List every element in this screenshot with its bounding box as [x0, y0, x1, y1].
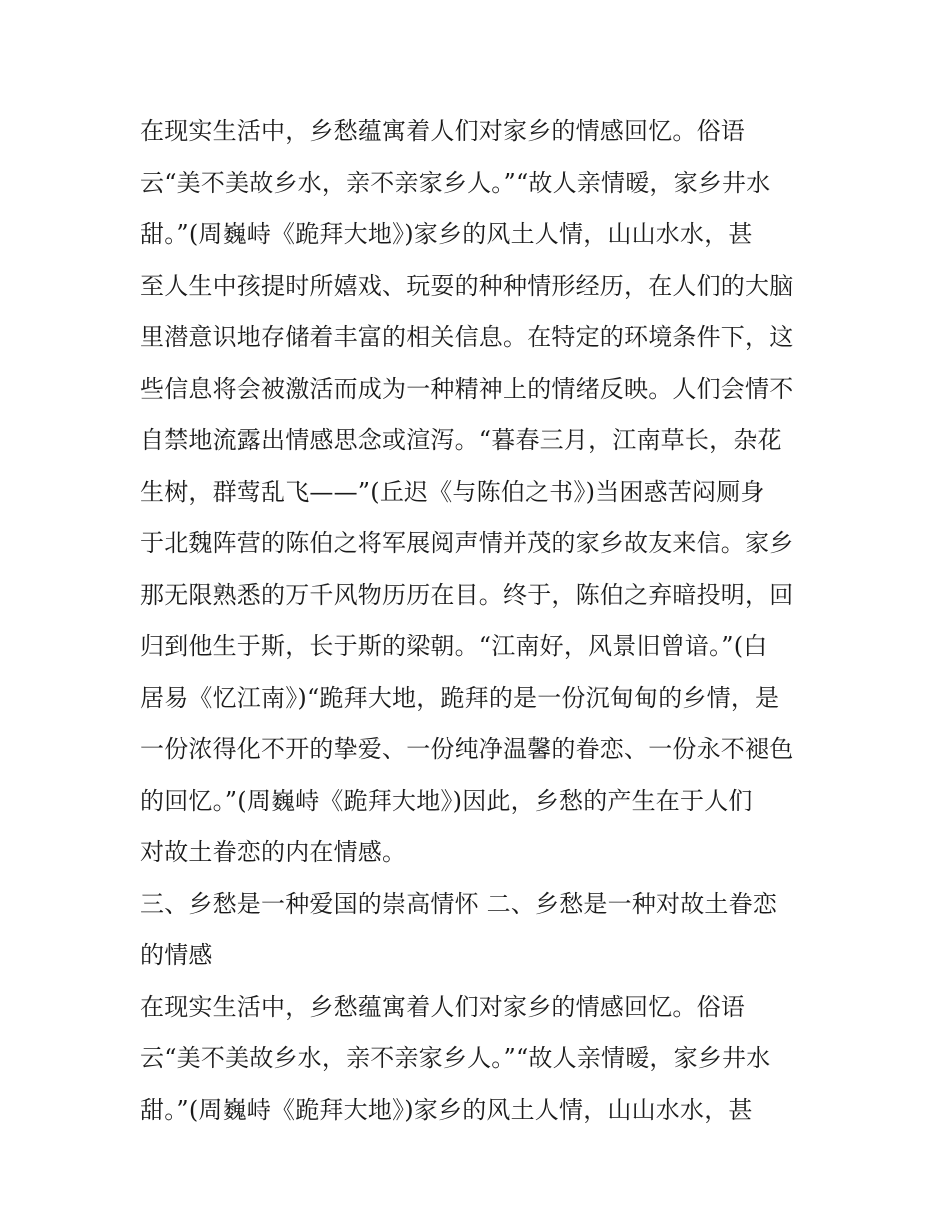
text-line: 在现实生活中，乡愁蕴寓着人们对家乡的情感回忆。俗语 [140, 992, 745, 1021]
section-heading-line: 的情感 [140, 941, 213, 969]
text-line: 居易《忆江南》)“跪拜大地，跪拜的是一份沉甸甸的乡情，是 [140, 683, 780, 712]
text-line: 生树，群莺乱飞——”(丘迟《与陈伯之书》)当困惑苦闷厕身 [140, 477, 765, 506]
document-body [140, 106, 820, 1136]
text-line: 云“美不美故乡水，亲不亲家乡人。”“故人亲情暧，家乡井水 [140, 168, 771, 197]
text-line: 归到他生于斯，长于斯的梁朝。“江南好，风景旧曾谙。”(白 [140, 632, 768, 660]
text-line: 里潜意识地存储着丰富的相关信息。在特定的环境条件下，这 [140, 323, 794, 351]
text-line: 甜。”(周巍峙《跪拜大地》)家乡的风土人情，山山水水，甚 [140, 220, 753, 248]
text-line: 云“美不美故乡水，亲不亲家乡人。”“故人亲情暧，家乡井水 [140, 1044, 771, 1072]
text-line: 那无限熟悉的万千风物历历在目。终于，陈伯之弃暗投明，回 [140, 580, 794, 609]
text-line: 些信息将会被激活而成为一种精神上的情绪反映。人们会情不 [140, 374, 794, 403]
section-heading-line: 三、乡愁是一种爱国的崇高情怀 二、乡愁是一种对故土眷恋 [140, 889, 778, 918]
text-line: 自禁地流露出情感思念或渲泻。“暮春三月，江南草长，杂花 [140, 426, 782, 454]
text-line: 于北魏阵营的陈伯之将军展阅声情并茂的家乡故友来信。家乡 [140, 529, 794, 557]
text-line: 在现实生活中，乡愁蕴寓着人们对家乡的情感回忆。俗语 [140, 117, 745, 145]
text-line: 甜。”(周巍峙《跪拜大地》)家乡的风土人情，山山水水，甚 [140, 1095, 753, 1124]
text-line: 对故土眷恋的内在情感。 [140, 838, 407, 866]
text-line: 一份浓得化不开的挚爱、一份纯净温馨的眷恋、一份永不褪色 [140, 735, 794, 763]
text-line: 的回忆。”(周巍峙《跪拜大地》)因此，乡愁的产生在于人们 [140, 786, 753, 815]
text-line: 至人生中孩提时所嬉戏、玩耍的种种情形经历，在人们的大脑 [140, 271, 794, 300]
